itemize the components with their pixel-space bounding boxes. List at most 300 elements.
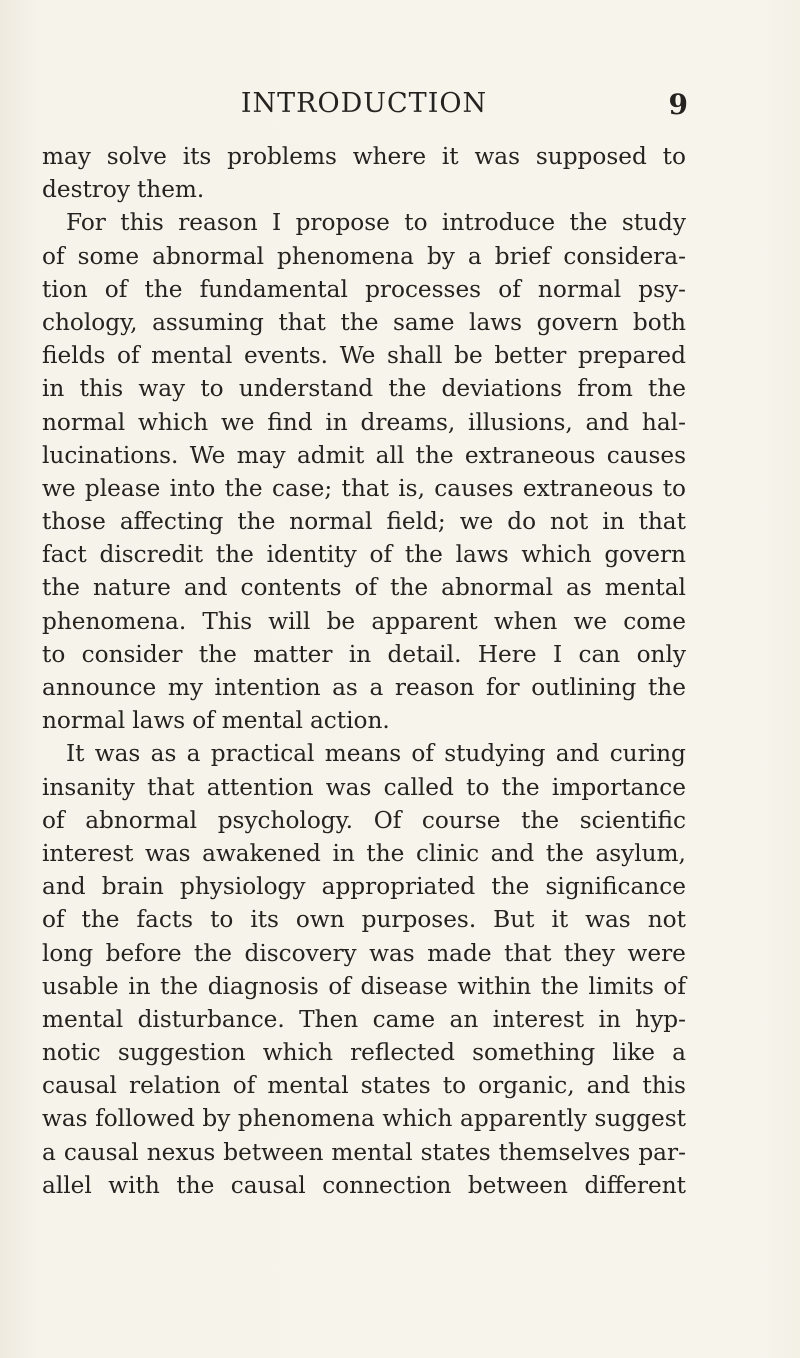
word: fundamental [199,275,348,303]
word: it [441,143,459,170]
word: brain [101,873,164,901]
word: illusions, [468,408,573,436]
word: But [493,906,535,934]
word: problems [227,143,337,170]
word: I [272,209,282,237]
text-line [42,671,686,704]
text-line [42,638,686,671]
word: was [369,939,415,967]
word: insanity [42,773,135,801]
word: laws [455,541,509,569]
word: only [636,640,686,668]
word: to [42,640,66,668]
word: It [66,740,85,768]
word: case; [271,474,333,502]
word: was [585,906,631,934]
word: deviations [441,375,562,403]
text-line [42,140,686,173]
word: not [647,906,686,934]
word: phenomena [277,242,414,270]
word: which [382,1105,453,1133]
word: and [585,408,630,436]
word: study [621,209,686,237]
word: This [202,607,253,635]
word: we [220,408,255,436]
word: in [325,408,348,436]
word: mental [221,707,303,735]
word: a [467,242,482,270]
word: limits [588,972,654,1000]
word: in [42,375,65,403]
word: came [372,1005,436,1033]
word: events. [243,342,329,370]
word: the [521,806,560,834]
word: notic [42,1039,101,1067]
word: We [339,342,376,370]
word: chology, [42,308,138,336]
word: organic, [478,1072,575,1100]
word: was [144,839,191,867]
text-line [42,605,686,638]
text-line [42,372,686,405]
word: of [411,740,434,768]
word: dreams, [360,408,456,436]
page-header [42,88,686,128]
word: contents [240,574,342,602]
word: announce [42,674,157,701]
word: we [573,607,608,635]
word: called [383,773,454,801]
word: fact [42,541,87,569]
word: asylum, [595,839,686,867]
word: causal [42,1072,117,1100]
word: mental [42,1005,124,1033]
word: We [189,441,226,469]
word: made [427,939,492,967]
running-head: INTRODUCTION [240,88,488,119]
word: for [485,674,520,701]
word: Here [477,640,537,668]
word: I [552,640,563,668]
word: practical [210,740,315,768]
word: considera- [563,242,686,270]
word: facts [136,906,194,934]
word: find [267,408,313,436]
word: with [108,1171,160,1199]
word: mental [151,342,233,370]
word: nature [93,574,171,602]
word: physiology [180,873,306,901]
word: prepared [577,342,686,370]
word: phenomena [237,1105,375,1133]
word: the [540,972,579,1000]
word: extraneous [522,474,654,502]
word: states [420,1138,491,1166]
word: govern [536,308,619,336]
word: normal [42,707,126,735]
word: from [577,375,633,403]
word: both [632,308,686,336]
word: hyp- [635,1005,686,1033]
word: as [150,740,177,768]
text-line [42,771,686,804]
word: processes [365,275,482,303]
text-line [42,1069,686,1102]
word: that [638,508,686,536]
word: studying [444,740,546,768]
word: a [186,740,201,768]
word: can [578,640,621,668]
word: was [325,773,372,801]
word: assuming [152,308,264,336]
word: purposes. [361,906,477,934]
word: its [182,143,212,170]
text-line [42,1136,686,1169]
word: causal [230,1171,306,1199]
text-line [42,837,686,870]
text-line [42,273,686,306]
word: and [42,873,86,901]
word: abnormal [441,574,553,602]
word: mental [331,1138,413,1166]
page-number: 9 [668,88,688,121]
word: hal- [641,408,686,436]
word: psychology. [217,806,354,834]
word: way [138,375,186,403]
word: detail. [387,640,462,668]
word: where [352,143,427,170]
word: all [375,441,405,469]
word: to [210,906,234,934]
word: causal [63,1138,139,1166]
word: the [81,906,120,934]
text-line [42,206,686,239]
word: of [116,342,140,370]
word: allel [42,1171,92,1199]
word: mental [604,574,686,602]
text-line [42,538,686,571]
word: and [555,740,600,768]
word: supposed [535,143,647,170]
word: intention [214,674,321,701]
word: some [77,242,140,270]
text-line [42,1003,686,1036]
word: disturbance. [137,1005,285,1033]
word: significance [545,873,686,901]
word: reason [178,209,258,237]
word: the [144,275,183,303]
word: in [128,972,151,1000]
word: please [84,474,161,502]
text-line [42,1169,686,1202]
word: it [551,906,569,934]
word: states [360,1072,431,1100]
word: means [324,740,402,768]
word: which [521,541,592,569]
word: fields [42,342,106,370]
word: an [449,1005,479,1033]
word: of [369,541,393,569]
word: of [663,972,686,1000]
text-line [42,406,686,439]
word: be [326,607,356,635]
text-line [42,439,686,472]
word: laws [132,707,186,735]
word: attention [206,773,314,801]
word: appropriated [321,873,476,901]
word: discredit [99,541,204,569]
word: those [42,508,106,536]
word: the [194,939,233,967]
text-line [42,870,686,903]
word: to [466,773,490,801]
word: a [672,1039,686,1067]
word: this [120,209,164,237]
word: to [662,474,686,502]
word: abnormal [85,806,198,834]
word: is, [398,474,425,502]
word: into [169,474,216,502]
word: which [262,1039,333,1067]
word: diagnosis [207,972,319,1000]
word: that [147,773,195,801]
word: affecting [119,508,224,536]
word: field; [386,508,446,536]
word: to [662,143,686,170]
word: reason [394,674,475,701]
word: the [569,209,608,237]
text-line [42,1102,686,1135]
word: discovery [244,939,357,967]
word: of [498,275,521,303]
word: that [341,474,389,502]
word: introduce [441,209,556,237]
word: the [366,839,405,867]
word: of [192,707,215,735]
word: to [200,375,224,403]
word: the [648,375,686,403]
text-line [42,970,686,1003]
word: causes [606,441,686,469]
word: which [138,408,209,436]
word: as [566,574,592,602]
text-line [42,937,686,970]
word: of [328,972,351,1000]
word: mental [267,1072,349,1100]
word: that [504,939,552,967]
body-text [42,140,686,1202]
text-line [42,240,686,273]
word: suggestion [117,1039,246,1067]
word: come [623,607,686,635]
word: as [332,674,358,701]
word: the [491,873,530,901]
word: Of [373,806,402,834]
text-line [42,571,686,604]
word: usable [42,972,119,1000]
word: the [390,574,429,602]
word: admit [296,441,365,469]
word: the [237,508,276,536]
word: not [550,508,589,536]
word: to [442,1072,467,1100]
word: govern [604,541,686,569]
word: causes [434,474,514,502]
word: between [223,1138,324,1166]
word: laws [469,308,523,336]
word: by [426,242,455,270]
word: do [507,508,537,536]
word: the [215,541,254,569]
word: of [104,275,128,303]
word: was [94,740,141,768]
word: tion [42,275,88,303]
word: of [42,906,65,934]
word: the [224,474,263,502]
word: by [202,1105,231,1133]
word: the [501,773,540,801]
word: followed [95,1105,195,1133]
word: we [42,474,76,502]
word: relation [128,1072,221,1100]
word: the [198,640,237,668]
word: the [340,308,379,336]
word: destroy [42,176,130,204]
word: the [404,541,443,569]
word: consider [81,640,183,668]
word: importance [551,773,686,801]
word: different [584,1171,686,1199]
word: in [602,508,625,536]
word: a [369,674,384,701]
word: course [421,806,501,834]
text-line [42,173,686,206]
word: within [457,972,532,1000]
text-line [42,306,686,339]
word: the [388,375,427,403]
word: that [278,308,326,336]
word: be [454,342,483,370]
text-line [42,505,686,538]
word: par- [638,1138,686,1166]
word: action. [309,707,390,735]
word: clinic [415,839,480,867]
text-line [42,804,686,837]
word: shall [386,342,443,370]
word: and [183,574,228,602]
word: its [250,906,279,934]
word: disease [360,972,448,1000]
word: to [404,209,428,237]
word: this [79,375,124,403]
word: phenomena. [42,607,187,635]
word: normal [42,408,126,436]
word: and [586,1072,631,1100]
word: long [42,939,94,967]
text-line [42,903,686,936]
word: we [459,508,494,536]
word: the [160,972,199,1000]
text-line [42,472,686,505]
word: apparently [460,1105,587,1133]
word: awakened [202,839,321,867]
word: and [490,839,535,867]
word: the [42,574,80,602]
word: the [176,1171,215,1199]
word: of [42,806,65,834]
word: identity [266,541,357,569]
word: propose [295,209,390,237]
word: something [472,1039,596,1067]
word: outlining [531,674,637,701]
word: before [105,939,182,967]
word: of [354,574,378,602]
word: understand [238,375,374,403]
word: psy- [638,275,686,303]
word: this [642,1072,686,1100]
word: my [167,674,203,701]
word: between [467,1171,568,1199]
word: in [332,839,355,867]
word: them. [136,176,205,204]
word: the [415,441,454,469]
word: reflected [350,1039,455,1067]
word: scientific [579,806,686,834]
word: they [563,939,616,967]
word: of [42,242,65,270]
word: apparent [371,607,478,635]
word: connection [322,1171,452,1199]
word: was [474,143,521,170]
word: normal [537,275,622,303]
word: brief [494,242,551,270]
word: was [42,1105,88,1133]
word: may [236,441,286,469]
word: were [627,939,686,967]
word: suggest [594,1105,686,1133]
word: a [42,1138,56,1166]
word: nexus [146,1138,216,1166]
word: interest [492,1005,585,1033]
word: the [545,839,584,867]
text-line [42,1036,686,1069]
word: in [598,1005,621,1033]
word: lucinations. [42,441,179,469]
word: For [66,209,106,237]
word: same [393,308,455,336]
word: curing [609,740,686,768]
word: Then [299,1005,359,1033]
word: normal [289,508,373,536]
word: of [232,1072,256,1100]
word: the [647,674,686,701]
word: may [42,143,91,170]
word: better [494,342,567,370]
word: themselves [498,1138,631,1166]
text-line [42,737,686,770]
word: interest [42,839,134,867]
text-line [42,339,686,372]
word: matter [253,640,333,668]
word: like [612,1039,655,1067]
text-line [42,704,686,737]
word: abnormal [152,242,265,270]
word: will [268,607,311,635]
word: own [295,906,345,934]
word: solve [106,143,167,170]
word: extraneous [464,441,596,469]
word: in [348,640,372,668]
